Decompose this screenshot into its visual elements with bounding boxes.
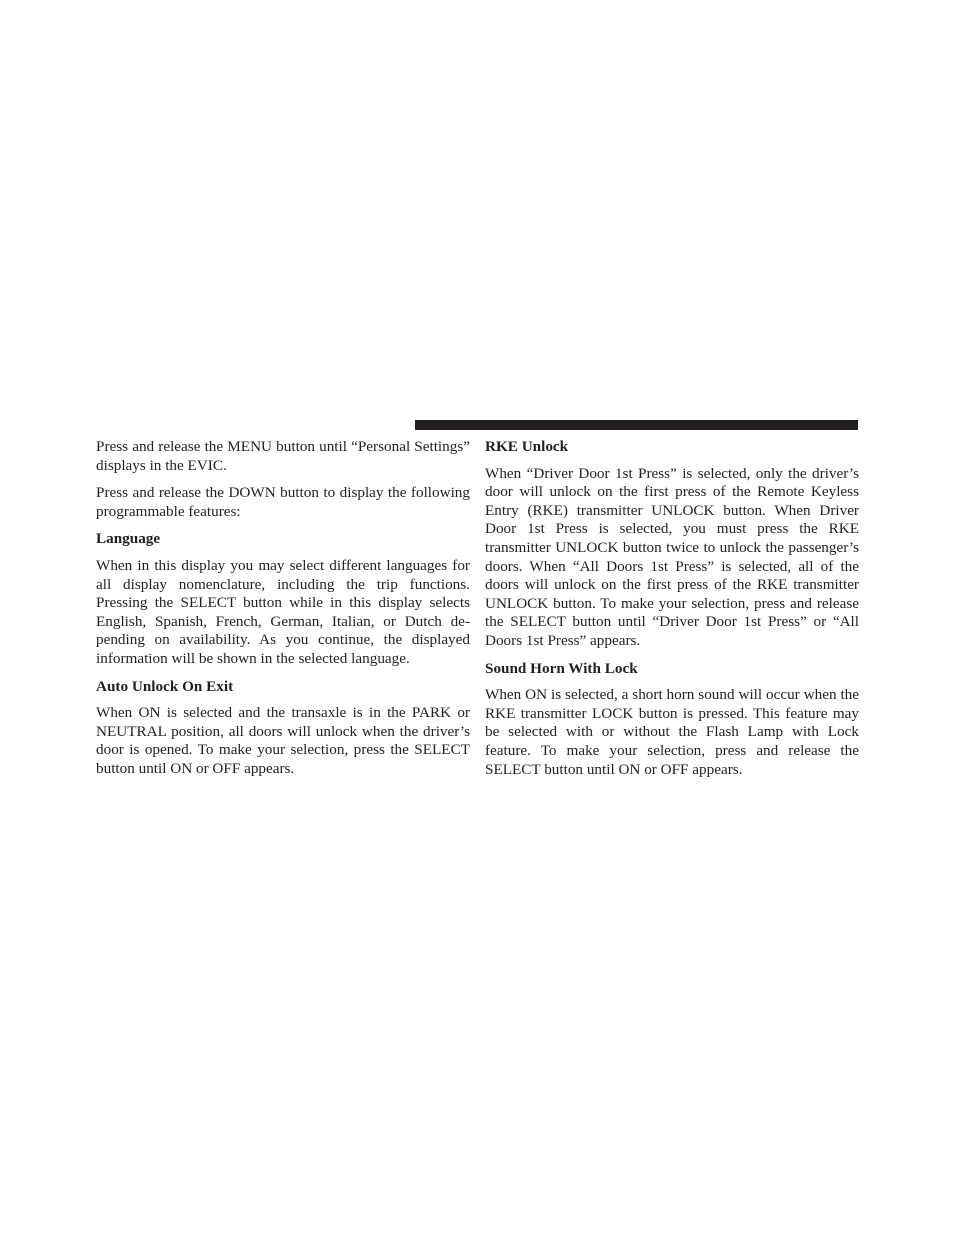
sound-horn-heading: Sound Horn With Lock [485,659,638,677]
right-column [485,438,859,788]
language-heading: Language [96,530,161,548]
rke-unlock-heading: RKE Unlock [485,438,569,455]
language-paragraph: When in this display you may select different languages for all display nomenclature, including the trip functions. Pressing the SELECT button while in this display selects English, Spanish, French, German, Italian, or Dutch depending on availability. As you continue, the displayed information will be shown in the selected language. [96,556,470,667]
intro-paragraph-down: Press and release the DOWN button to display the following programmable features: [96,484,470,520]
auto-unlock-paragraph: When ON is selected and the transaxle is in the PARK or NEUTRAL position, all doors will unlock when the driver’s door is opened. To make your selection, press the SELECT button until ON or OFF appears. [96,704,470,777]
auto-unlock-heading: Auto Unlock On Exit [96,677,234,695]
left-column [96,438,470,788]
rke-unlock-paragraph: When “Driver Door 1st Press” is selected, only the driver’s door will unlock on the first press of the Remote Keyless Entry (RKE) transmitter UNLOCK button. When Driver Door 1st Press is selected, you must press the RKE transmitter UNLOCK button twice to unlock the passenger’s doors. When “All Doors 1st Press” is selected, all of the doors will unlock on the first press of the RKE transmitter UNLOCK button. To make your selection, press and release the SELECT button until “Driver Door 1st Press” or “All Doors 1st Press” appears. [485,464,859,649]
section-header-bar [415,420,858,430]
intro-paragraph-menu: Press and release the MENU button until “Personal Settings” displays in the EVIC. [96,438,470,474]
sound-horn-paragraph: When ON is selected, a short horn sound will occur when the RKE transmitter LOCK button is pressed. This feature may be selected with or without the Flash Lamp with Lock feature. To make your selection, press and release the SELECT button until ON or OFF appears. [485,686,859,778]
